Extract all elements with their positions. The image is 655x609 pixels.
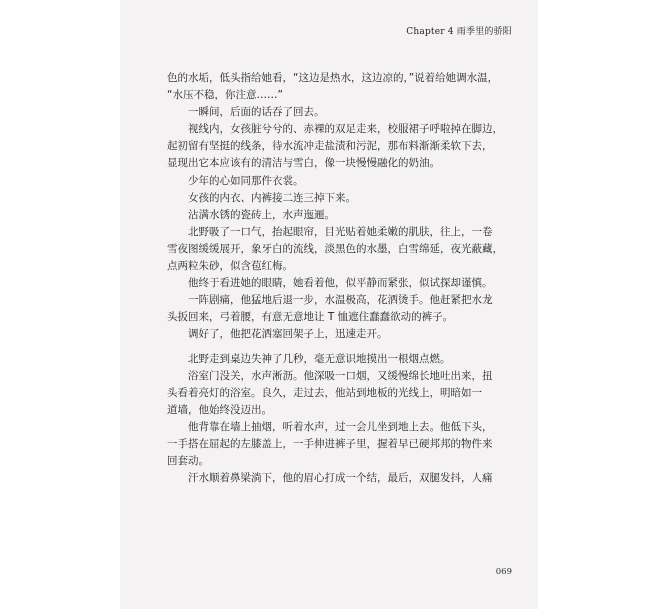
page-body xyxy=(167,70,514,487)
text-line: 他背靠在墙上抽烟，听着水声，过一会儿坐到地上去。他低下头， xyxy=(188,420,493,433)
text-line: 沾满水锈的瓷砖上，水声迤逦。 xyxy=(188,208,335,221)
text-line: 北野走到桌边失神了几秒，毫无意识地摸出一根烟点燃。 xyxy=(188,352,451,365)
text-line: 点两粒朱砂，似含苞红梅。 xyxy=(167,260,293,273)
text-line: 汗水顺着鼻梁淌下，他的眉心打成一个结，最后，双腿发抖，人痛 xyxy=(188,472,493,485)
running-head: Chapter 4 雨季里的骄阳 xyxy=(406,27,512,37)
text-line: 调好了，他把花洒塞回架子上，迅速走开。 xyxy=(188,328,388,341)
text-line: 起初留有坚挺的线条，待水流冲走盐渍和污泥，那布料渐渐柔软下去， xyxy=(167,140,493,153)
page-number: 069 xyxy=(495,567,512,577)
text-line: 道墙，他始终没迈出。 xyxy=(167,403,272,416)
text-line: 女孩的内衣、内裤接二连三掉下来。 xyxy=(188,191,356,204)
text-line: “水压不稳，你注意……” xyxy=(167,89,283,102)
book-page xyxy=(120,0,538,609)
text-line: 头看着亮灯的浴室。良久，走过去，他站到地板的光线上，明暗如一 xyxy=(167,386,482,399)
text-line: 视线内，女孩脏兮兮的、赤裸的双足走来，校服裙子呼啦掉在脚边， xyxy=(188,123,503,136)
text-line: 头扳回来，弓着腰，有意无意地让 T 恤遮住蠢蠢欲动的裤子。 xyxy=(167,311,454,324)
text-line: 显现出它本应该有的清洁与雪白，像一块慢慢融化的奶油。 xyxy=(167,157,440,170)
text-line: 色的水垢，低头指给她看，“这边是热水，这边凉的，”说着给她调水温， xyxy=(167,72,499,84)
text-line: 一阵剧痛，他猛地后退一步，水温极高，花洒烫手。他赶紧把水龙 xyxy=(188,294,493,307)
text-line: 少年的心如同那件衣裳。 xyxy=(188,174,304,187)
text-line: 一瞬间，后面的话吞了回去。 xyxy=(188,106,325,119)
text-line: 浴室门没关，水声淅沥。他深吸一口烟，又缓慢绵长地吐出来，扭 xyxy=(188,369,493,382)
text-line: 一手搭在屈起的左膝盖上，一手伸进裤子里，握着早已硬邦邦的物件来 xyxy=(167,437,493,450)
text-line: 他终于看进她的眼睛，她看着他，似平静而紧张，似试探却谨慎。 xyxy=(188,277,493,290)
text-line: 北野吸了一口气，抬起眼帘，目光贴着她柔嫩的肌肤，往上，一卷 xyxy=(188,225,493,238)
text-line: 回套动。 xyxy=(167,455,209,468)
text-line: 雪夜图缓缓展开，象牙白的流线，淡黑色的水墨，白雪绵延，夜光蔽藏， xyxy=(167,242,503,255)
